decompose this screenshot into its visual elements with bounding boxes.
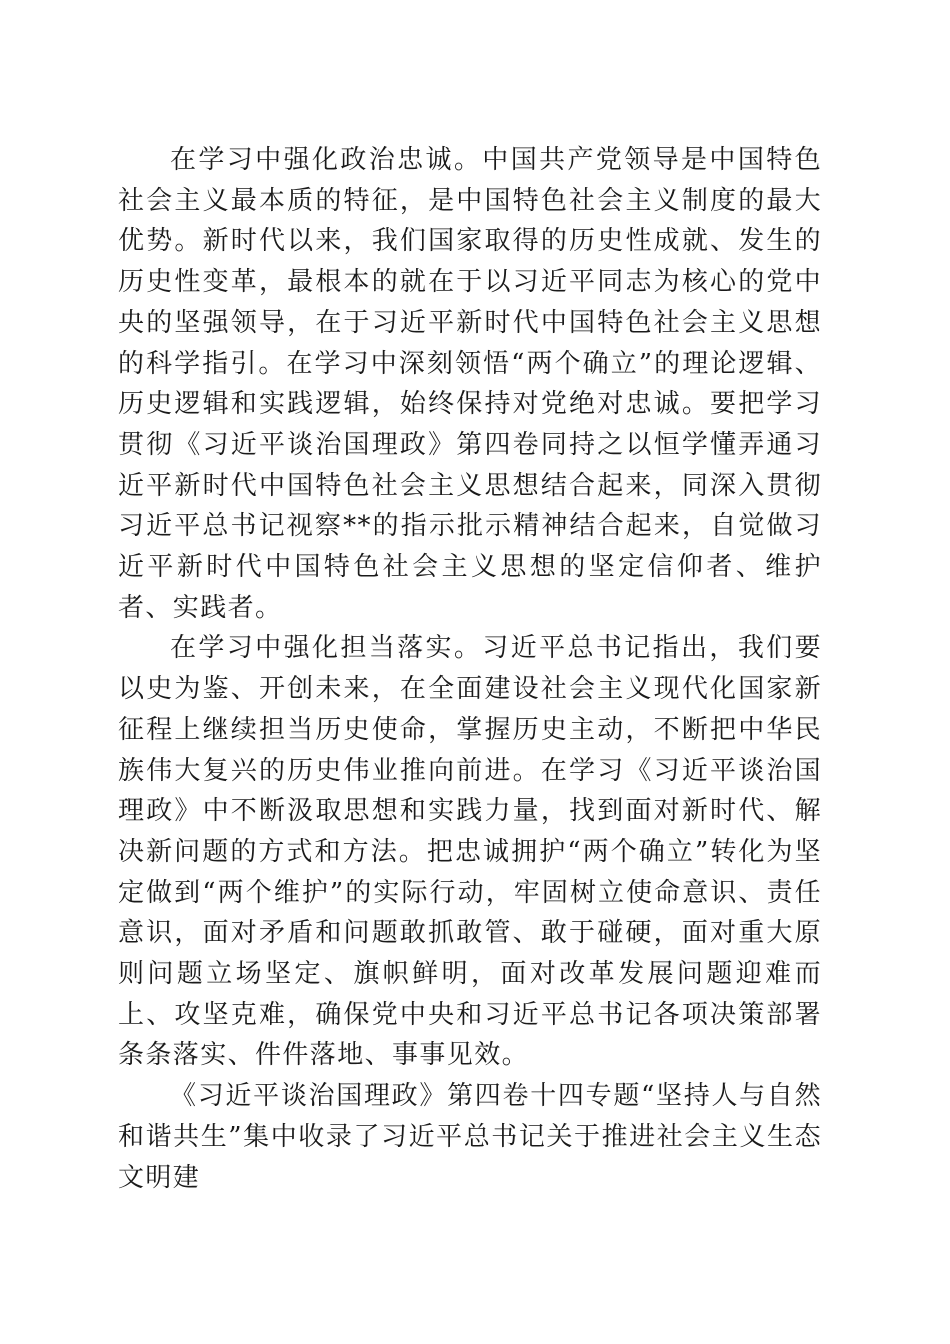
paragraph-responsibility: 在学习中强化担当落实。习近平总书记指出，我们要以史为鉴、开创未来，在全面建设社会主义现代化国家新征程上继续担当历史使命，掌握历史主动，不断把中华民族伟大复兴的历史伟业推向前进。在学习《习近平谈治国理政》中不断汲取思想和实践力量，找到面对新时代、解决新问题的方式和方法。把忠诚拥护“两个确立”转化为坚定做到“两个维护”的实际行动，牢固树立使命意识、责任意识，面对矛盾和问题敢抓敢管、敢于碰硬，面对重大原则问题立场坚定、旗帜鲜明，面对改革发展问题迎难而上、攻坚克难，确保党中央和习近平总书记各项决策部署条条落实、件件落地、事事见效。 (118, 633, 822, 1071)
paragraph-political-loyalty: 在学习中强化政治忠诚。中国共产党领导是中国特色社会主义最本质的特征，是中国特色社会主义制度的最大优势。新时代以来，我们国家取得的历史性成就、发生的历史性变革，最根本的就在于以习近平同志为核心的党中央的坚强领导，在于习近平新时代中国特色社会主义思想的科学指引。在学习中深刻领悟“两个确立”的理论逻辑、历史逻辑和实践逻辑，始终保持对党绝对忠诚。要把学习贯彻《习近平谈治国理政》第四卷同持之以恒学懂弄通习近平新时代中国特色社会主义思想结合起来，同深入贯彻习近平总书记视察**的指示批示精神结合起来，自觉做习近平新时代中国特色社会主义思想的坚定信仰者、维护者、实践者。 (118, 145, 822, 623)
paragraph-ecological: 《习近平谈治国理政》第四卷十四专题“坚持人与自然和谐共生”集中收录了习近平总书记关于推进社会主义生态文明建 (118, 1081, 822, 1193)
document-body (118, 140, 822, 1198)
